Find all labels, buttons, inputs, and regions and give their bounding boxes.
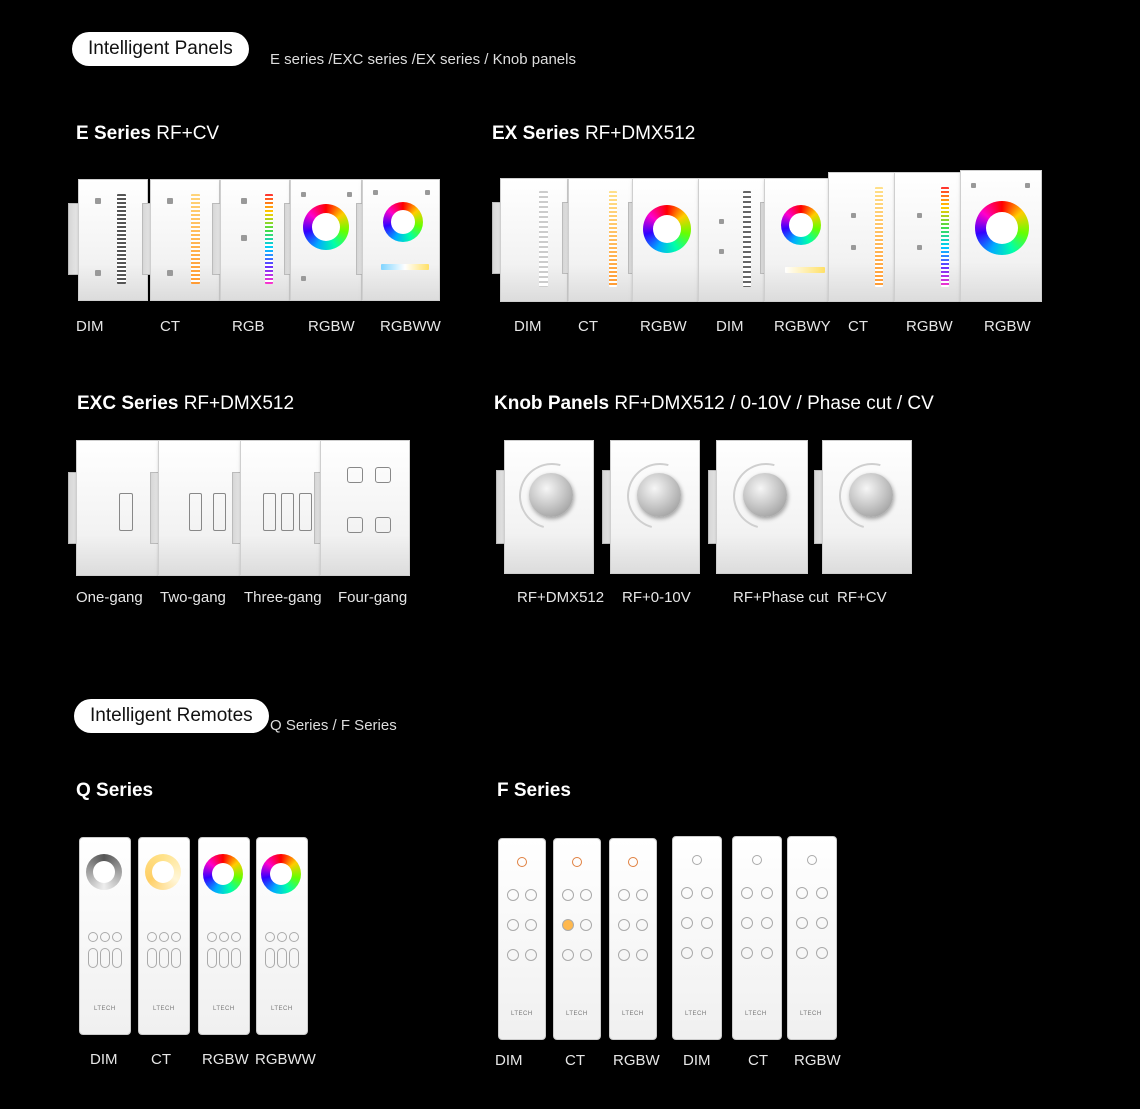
f-remote-dim-1 — [498, 838, 546, 1040]
e-label-4: RGBWW — [380, 318, 441, 335]
q-series-name: Q Series — [76, 780, 154, 801]
q-remote-rgbww-logo: LTECH — [271, 1006, 293, 1012]
e-label-1: CT — [160, 318, 180, 335]
f-remote-rgbw-1 — [609, 838, 657, 1040]
panels-subtitle: E series /EXC series /EX series / Knob panels — [270, 51, 576, 68]
q-label-1: CT — [151, 1051, 171, 1068]
f-series-title — [497, 780, 571, 802]
e-series-name: E Series — [76, 123, 151, 144]
e-series-protocol: RF+CV — [156, 123, 220, 144]
e-panel-rgb — [212, 179, 292, 301]
q-label-0: DIM — [90, 1051, 118, 1068]
ex-label-3: DIM — [716, 318, 744, 335]
f-remote-rgbw-2 — [787, 836, 837, 1040]
exc-series-name: EXC Series — [77, 393, 179, 414]
ex-label-2: RGBW — [640, 318, 687, 335]
e-panel-ct — [142, 179, 220, 301]
exc-label-0: One-gang — [76, 589, 143, 606]
knob-label-2: RF+Phase cut — [733, 589, 829, 606]
f-series-name: F Series — [497, 780, 571, 801]
ex-series-name: EX Series — [492, 123, 580, 144]
ex-label-0: DIM — [514, 318, 542, 335]
ex-panel-ct-2 — [824, 172, 900, 302]
f-label-3: DIM — [683, 1052, 711, 1069]
f-remote-dim-1-logo: LTECH — [511, 1011, 533, 1017]
knob-panels-name: Knob Panels — [494, 393, 610, 414]
ex-label-5: CT — [848, 318, 868, 335]
q-remote-rgbw-logo: LTECH — [213, 1006, 235, 1012]
f-label-5: RGBW — [794, 1052, 841, 1069]
knob-panel-rf-cv — [814, 440, 914, 574]
intelligent-panels-heading: Intelligent Panels — [72, 32, 249, 66]
ex-label-7: RGBW — [984, 318, 1031, 335]
e-series-title — [76, 123, 219, 145]
knob-panels-title — [494, 393, 934, 415]
e-panel-rgbw — [284, 179, 364, 301]
e-panel-dim — [68, 179, 148, 301]
exc-series-protocol: RF+DMX512 — [183, 393, 295, 414]
f-label-2: RGBW — [613, 1052, 660, 1069]
q-label-2: RGBW — [202, 1051, 249, 1068]
q-series-title — [76, 780, 153, 802]
q-remote-rgbww — [256, 837, 308, 1035]
exc-label-3: Four-gang — [338, 589, 408, 606]
f-remote-ct-1-logo: LTECH — [566, 1011, 588, 1017]
ex-panel-rgbw-3 — [956, 170, 1044, 302]
exc-series-title — [77, 393, 294, 415]
exc-panel-four-gang — [314, 440, 410, 576]
q-remote-ct — [138, 837, 190, 1035]
f-remote-dim-2-logo: LTECH — [685, 1011, 707, 1017]
ex-panel-rgbw-1 — [628, 178, 704, 302]
knob-panel-rf-0-10v — [602, 440, 702, 574]
knob-panel-rf-phase-cut — [708, 440, 810, 574]
e-panel-rgbww — [356, 179, 442, 301]
ex-label-4: RGBWY — [774, 318, 831, 335]
f-label-0: DIM — [495, 1052, 523, 1069]
exc-label-1: Two-gang — [160, 589, 226, 606]
e-label-2: RGB — [232, 318, 265, 335]
ex-series-protocol: RF+DMX512 — [584, 123, 696, 144]
ex-series-title — [492, 123, 695, 145]
knob-label-3: RF+CV — [837, 589, 887, 606]
ex-panel-rgbw-2 — [890, 172, 966, 302]
ex-panel-dim-1 — [492, 178, 572, 302]
f-remote-ct-2 — [732, 836, 782, 1040]
f-remote-rgbw-1-logo: LTECH — [622, 1011, 644, 1017]
knob-label-0: RF+DMX512 — [517, 589, 605, 606]
q-remote-rgbw — [198, 837, 250, 1035]
ex-label-6: RGBW — [906, 318, 953, 335]
ex-panel-dim-2 — [694, 178, 770, 302]
knob-label-1: RF+0-10V — [622, 589, 691, 606]
e-label-0: DIM — [76, 318, 104, 335]
knob-panel-rf-dmx512 — [496, 440, 596, 574]
knob-panels-protocol: RF+DMX512 / 0-10V / Phase cut / CV — [614, 393, 934, 414]
f-remote-ct-1 — [553, 838, 601, 1040]
ex-label-1: CT — [578, 318, 598, 335]
q-label-3: RGBWW — [255, 1051, 316, 1068]
remotes-subtitle: Q Series / F Series — [270, 717, 397, 734]
q-remote-dim — [79, 837, 131, 1035]
f-label-1: CT — [565, 1052, 585, 1069]
q-remote-dim-logo: LTECH — [94, 1006, 116, 1012]
exc-label-2: Three-gang — [244, 589, 322, 606]
f-label-4: CT — [748, 1052, 768, 1069]
f-remote-ct-2-logo: LTECH — [745, 1011, 767, 1017]
intelligent-remotes-heading: Intelligent Remotes — [74, 699, 269, 733]
e-label-3: RGBW — [308, 318, 355, 335]
f-remote-dim-2 — [672, 836, 722, 1040]
q-remote-ct-logo: LTECH — [153, 1006, 175, 1012]
ex-panel-ct-1 — [562, 178, 638, 302]
f-remote-rgbw-2-logo: LTECH — [800, 1011, 822, 1017]
